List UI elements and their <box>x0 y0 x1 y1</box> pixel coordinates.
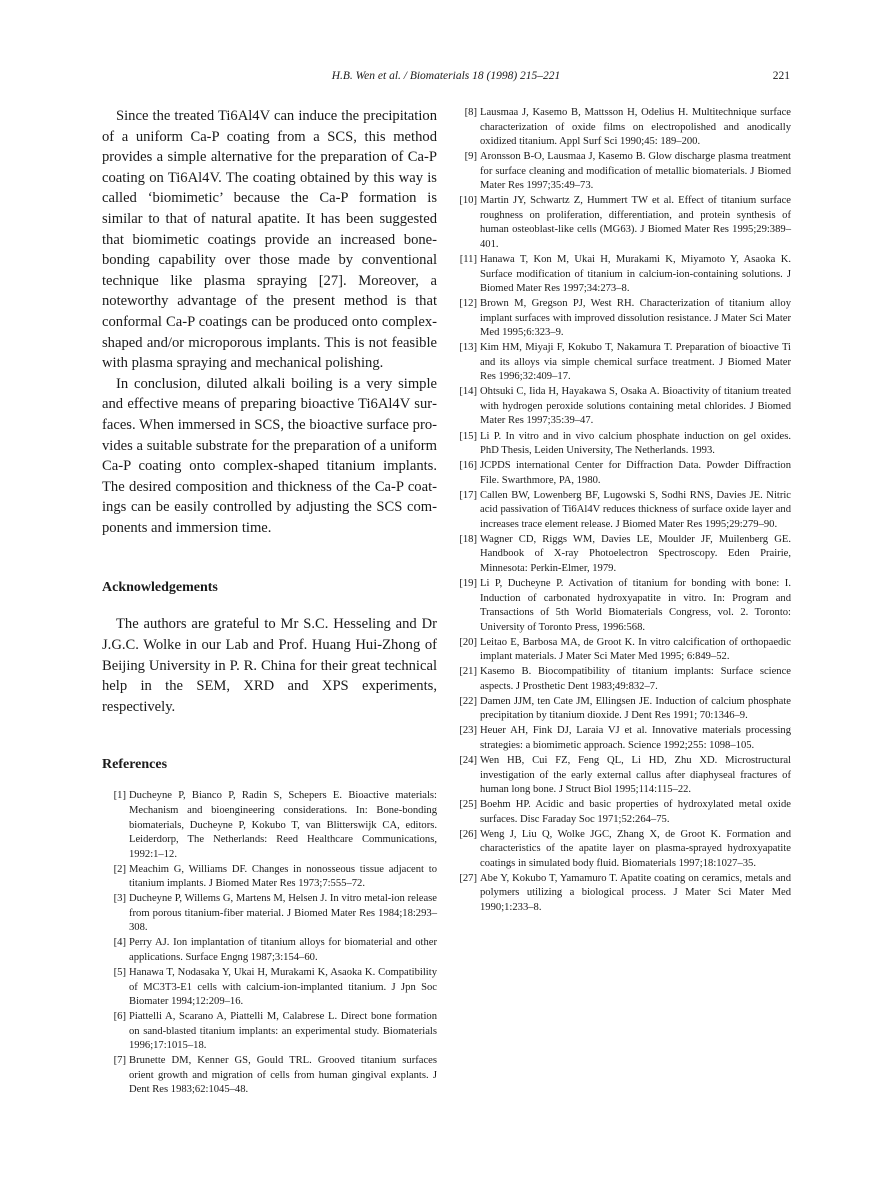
reference-text: Li P, Ducheyne P. Activation of titanium for bonding with bone: I. Induction of carbonated hydroxyapatite in vitro. In: Program and Transactions of 5th World Biomaterials Congress, vol. 2. Toronto: University of Toronto Press, 1996:568. <box>480 578 791 633</box>
reference-text: Li P. In vitro and in vivo calcium phosphate induction on gel oxides. PhD Thesis, Leiden University, The Netherlands. 1993. <box>480 430 791 457</box>
reference-number: [6] <box>113 1011 126 1023</box>
reference-text: Perry AJ. Ion implantation of titanium alloys for biomaterial and other applications. Surface Engng 1987;3:154–60. <box>129 937 437 963</box>
reference-number: [23] <box>459 725 477 737</box>
reference-number: [19] <box>459 578 477 589</box>
reference-item <box>453 106 791 150</box>
reference-text: Weng J, Liu Q, Wolke JGC, Zhang X, de Groot K. Formation and characteristics of the apatite layer on plasma-sprayed hydroxyapatite coatings in simulated body fluid. Biomaterials 1997;18:1027–35. <box>480 828 791 869</box>
reference-number: [9] <box>464 151 477 163</box>
reference-text: Brunette DM, Kenner GS, Gould TRL. Grooved titanium surfaces orient growth and migration of cells from human gingival explants. J Dent Res 1983;62:1045–48. <box>129 1055 437 1096</box>
reference-text: Hanawa T, Nodasaka Y, Ukai H, Murakami K, Asaoka K. Compatibility of MC3T3-E1 cells with calcium-ion-implanted titanium. J Jpn Soc Biomater 1994;12:209–16. <box>129 967 437 1008</box>
body-paragraph: In conclusion, diluted alkali boiling is a very simple and effective means of preparing bioactive Ti6Al4V surfaces. When immersed in SCS, the bioactive surface provides a suitable substrate for the preparation of a uniform Ca-P coating onto complex-shaped titanium implants. The desired composition and thickness of the Ca-P coatings can be easily controlled by adjusting the SCS components and immersion time. <box>102 375 437 536</box>
reference-number: [5] <box>113 967 126 978</box>
reference-text: Ducheyne P, Willems G, Martens M, Helsen J. In vitro metal-ion release from porous titanium-fiber material. J Biomed Mater Res 1984;18:293–308. <box>129 893 437 934</box>
reference-item <box>453 341 791 385</box>
reference-text: Leitao E, Barbosa MA, de Groot K. In vitro calcification of orthopaedic implant materials. J Mater Sci Mater Med 1995; 6:849–52. <box>480 636 791 663</box>
right-column <box>453 106 791 916</box>
reference-item <box>102 1010 437 1054</box>
reference-item <box>102 789 437 862</box>
reference-text: Ohtsuki C, Iida H, Hayakawa S, Osaka A. Bioactivity of titanium treated with hydrogen peroxide solutions containing metal chlorides. J Biomed Mater Res 1997;35:39–47. <box>480 386 791 427</box>
reference-item <box>453 459 791 488</box>
reference-item <box>453 533 791 577</box>
reference-number: [24] <box>459 755 477 767</box>
running-header <box>102 70 790 86</box>
reference-item <box>453 489 791 533</box>
reference-item <box>453 872 791 916</box>
reference-text: Aronsson B-O, Lausmaa J, Kasemo B. Glow discharge plasma treatment for surface cleaning and modification of metallic biomaterials. J Biomed Mater Res 1997;35:49–73. <box>480 151 791 192</box>
reference-text: Wen HB, Cui FZ, Feng QL, Li HD, Zhu XD. Microstructural investigation of the early external callus after diaphyseal fractures of human long bone. J Struct Biol 1995;114:115–22. <box>480 755 791 796</box>
reference-item <box>453 253 791 297</box>
reference-number: [27] <box>459 872 477 884</box>
reference-text: Damen JJM, ten Cate JM, Ellingsen JE. Induction of calcium phosphate precipitation by titanium dioxide. J Dent Res 1991; 70:1346–9. <box>480 695 791 722</box>
left-column <box>102 106 437 1098</box>
reference-item <box>102 863 437 892</box>
reference-number: [7] <box>113 1055 126 1067</box>
reference-item <box>453 724 791 753</box>
reference-number: [8] <box>464 107 477 118</box>
reference-text: Kim HM, Miyaji F, Kokubo T, Nakamura T. Preparation of bioactive Ti and its alloys via simple chemical surface treatment. J Biomed Mater Res 1996;32:409–17. <box>480 342 791 383</box>
reference-number: [12] <box>459 298 477 310</box>
reference-item <box>453 577 791 635</box>
page-number: 221 <box>772 70 790 82</box>
acknowledgements-text: The authors are grateful to Mr S.C. Hesseling and Dr J.G.C. Wolke in our Lab and Prof. Huang Hui-Zhong of Beijing University in P. R. China for their great technical help in the SEM, XRD and XPS experiments, respectively. <box>102 616 437 715</box>
running-title: H.B. Wen et al. / Biomaterials 18 (1998) 215–221 <box>331 70 561 82</box>
reference-text: Kasemo B. Biocompatibility of titanium implants: Surface science aspects. J Prosthetic Dent 1983;49:832–7. <box>480 666 791 692</box>
reference-number: [13] <box>459 342 477 354</box>
reference-text: Wagner CD, Riggs WM, Davies LE, Moulder JF, Muilenberg GE. Handbook of X-ray Photoelectron Spectroscopy. Eden Prairie, Minnesota: Perkin-Elmer, 1979. <box>480 533 791 574</box>
reference-number: [20] <box>459 636 477 648</box>
reference-text: Hanawa T, Kon M, Ukai H, Murakami K, Miyamoto Y, Asaoka K. Surface modification of titanium in calcium-ion-containing solutions. J Biomed Mater Res 1997;34:273–8. <box>480 253 791 295</box>
reference-number: [17] <box>459 489 477 501</box>
reference-text: Heuer AH, Fink DJ, Laraia VJ et al. Innovative materials processing strategies: a biomimetic approach. Science 1992;255: 1098–105. <box>480 725 791 752</box>
references-heading: References <box>102 757 168 773</box>
reference-item <box>453 385 791 429</box>
reference-number: [22] <box>459 695 477 707</box>
reference-item <box>453 636 791 665</box>
reference-list-right <box>453 106 791 916</box>
reference-list-left <box>102 789 437 1097</box>
reference-item <box>453 828 791 872</box>
reference-item <box>102 966 437 1010</box>
reference-text: Piattelli A, Scarano A, Piattelli M, Calabrese L. Direct bone formation on sand-blasted titanium implants: an experimental study. Biomaterials 1996;17:1015–18. <box>129 1011 437 1052</box>
reference-item <box>453 695 791 724</box>
reference-number: [21] <box>459 666 477 678</box>
reference-item <box>453 665 791 694</box>
reference-text: Martin JY, Schwartz Z, Hummert TW et al. Effect of titanium surface roughness on proliferation, differentiation, and protein synthesis of human osteoblast-like cells (MG63). J Biomed Mater Res 1995;29:389–401. <box>480 195 791 250</box>
reference-number: [14] <box>459 386 477 398</box>
reference-text: Boehm HP. Acidic and basic properties of hydroxylated metal oxide surfaces. Disc Faraday Soc 1971;52:264–75. <box>480 799 791 825</box>
reference-number: [2] <box>113 863 126 875</box>
reference-number: [4] <box>113 937 126 949</box>
reference-number: [3] <box>113 893 126 905</box>
reference-text: Abe Y, Kokubo T, Yamamuro T. Apatite coating on ceramics, metals and polymers utilizing a biological process. J Mater Sci Mater Med 1990;1:233–8. <box>480 872 791 914</box>
reference-number: [26] <box>459 828 477 840</box>
reference-text: Lausmaa J, Kasemo B, Mattsson H, Odelius H. Multitechnique surface characterization of oxide films on electropolished and anodically oxidized titanium. Appl Surf Sci 1990;45: 189–200. <box>480 107 791 148</box>
reference-text: Callen BW, Lowenberg BF, Lugowski S, Sodhi RNS, Davies JE. Nitric acid passivation of Ti6Al4V reduces thickness of surface oxide layer and increases trace element release. J Biomed Mater Res 1995;29:279–90. <box>480 489 791 530</box>
reference-item <box>453 194 791 252</box>
reference-number: [11] <box>459 253 477 265</box>
acknowledgements-heading: Acknowledgements <box>102 580 218 596</box>
reference-item <box>453 150 791 194</box>
reference-number: [1] <box>113 790 126 802</box>
reference-number: [18] <box>459 533 477 545</box>
reference-item <box>102 936 437 965</box>
reference-number: [16] <box>459 460 477 472</box>
reference-item <box>453 754 791 798</box>
reference-item <box>453 798 791 827</box>
reference-text: JCPDS international Center for Diffraction Data. Powder Diffraction File. Swarthmore, PA, 1980. <box>480 460 791 486</box>
reference-item <box>453 430 791 459</box>
reference-number: [15] <box>459 430 477 442</box>
reference-item <box>453 297 791 341</box>
reference-text: Ducheyne P, Bianco P, Radin S, Schepers E. Bioactive materials: Mechanism and bioengineering considerations. In: Bone-bonding biomaterials, Ducheyne P, Kokubo T, van Blitterswijk CA, editors. Leiderdorp, The Netherlands: Reed Healthcare Communications, 1992:1–12. <box>129 790 437 860</box>
reference-text: Brown M, Gregson PJ, West RH. Characterization of titanium alloy implant surfaces with improved dissolution resistance. J Mater Sci Mater Med 1995;6:323–9. <box>480 298 791 339</box>
reference-number: [25] <box>459 799 477 811</box>
body-paragraph: Since the treated Ti6Al4V can induce the precipitation of a uniform Ca-P coating from a SCS, this method provides a simple alternative for the preparation of Ca-P coating on Ti6Al4V. The coating obtained by this way is called ‘biomimetic’ because the Ca-P formation is similar to that of natural apatite. It has been suggested that biomimetic coatings provide an increased bone-bonding capability over those made by conventional technique like plasma spraying [27]. Moreover, a noteworthy advantage of the present method is that conformal Ca-P coatings can be produced onto complex-shaped and/or microporous implants. This is not feasible with plasma spraying and mechanical polishing. <box>102 108 437 372</box>
reference-item <box>102 1054 437 1098</box>
reference-number: [10] <box>459 195 477 207</box>
reference-item <box>102 892 437 936</box>
reference-text: Meachim G, Williams DF. Changes in nonosseous tissue adjacent to titanium implants. J Biomed Mater Res 1973;7:555–72. <box>129 863 437 890</box>
